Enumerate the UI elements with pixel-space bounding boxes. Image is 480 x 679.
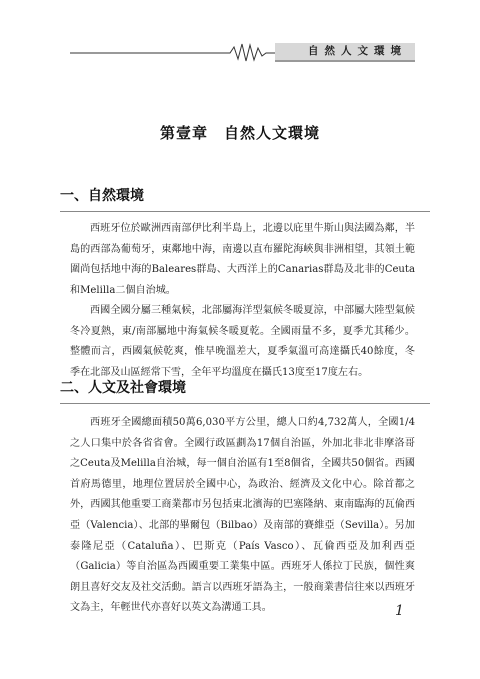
section-divider xyxy=(60,403,430,404)
running-header xyxy=(70,40,415,64)
section-heading-natural xyxy=(60,185,430,205)
paragraph-population: 西班牙全國總面積50萬6,030平方公里，總人口約4,732萬人，全國1/4之人口集中於各省省會。全國行政區劃為17個自治區，外加北非北非摩洛哥之Ceuta及Melilla自治城，每一個自治區有1至8個省，全國共50個省。西國首府馬德里，地理位置居於全國中心，為政治、經濟及文化中心。除首都之外，西國其他重要工商業都市另包括東北濱海的巴塞隆納、東南臨海的瓦倫西亞（Valencia）、北部的畢爾包（Bilbao）及南部的賽維亞（Sevilla）。另加泰隆尼亞（Cataluña）、巴斯克（País Vasco）、瓦倫西亞及加利西亞（Galicia）等自治區為西國重要工業集中區。西班牙人係拉丁民族，個性爽朗且喜好交友及社交活動。語言以西班牙語為主，一般商業書信往來以西班牙文為主，年輕世代亦喜好以英文為溝通工具。 xyxy=(70,417,415,614)
section-heading-social xyxy=(60,377,430,397)
chapter-title: 第壹章 自然人文環境 xyxy=(159,124,320,142)
header-title: 自然人文環境 xyxy=(308,45,407,57)
paragraph-location: 西班牙位於歐洲西南部伊比利半島上，北邊以庇里牛斯山與法國為鄰，半島的西部為葡萄牙，東鄰地中海，南邊以直布羅陀海峽與非洲相望，其領土範圍尚包括地中海的Baleares群島、大西洋上的Canarias群島及北非的Ceuta和Melilla二個自治城。 xyxy=(70,223,415,296)
page-number: 1 xyxy=(395,603,404,619)
section-divider xyxy=(60,211,430,212)
section-heading-text: 二、人文及社會環境 xyxy=(60,380,186,396)
section-heading-text: 一、自然環境 xyxy=(60,188,144,204)
paragraph-climate: 西國全國分屬三種氣候，北部屬海洋型氣候冬暖夏涼，中部屬大陸型氣候冬冷夏熱，東/南部屬地中海氣候冬暖夏乾。全國雨量不多，夏季尤其稀少。整體而言，西國氣候乾爽，惟早晚溫差大，夏季氣溫可高達攝氏40餘度，冬季在北部及山區經常下雪，全年平均溫度在攝氏13度至17度左右。 xyxy=(70,305,415,378)
